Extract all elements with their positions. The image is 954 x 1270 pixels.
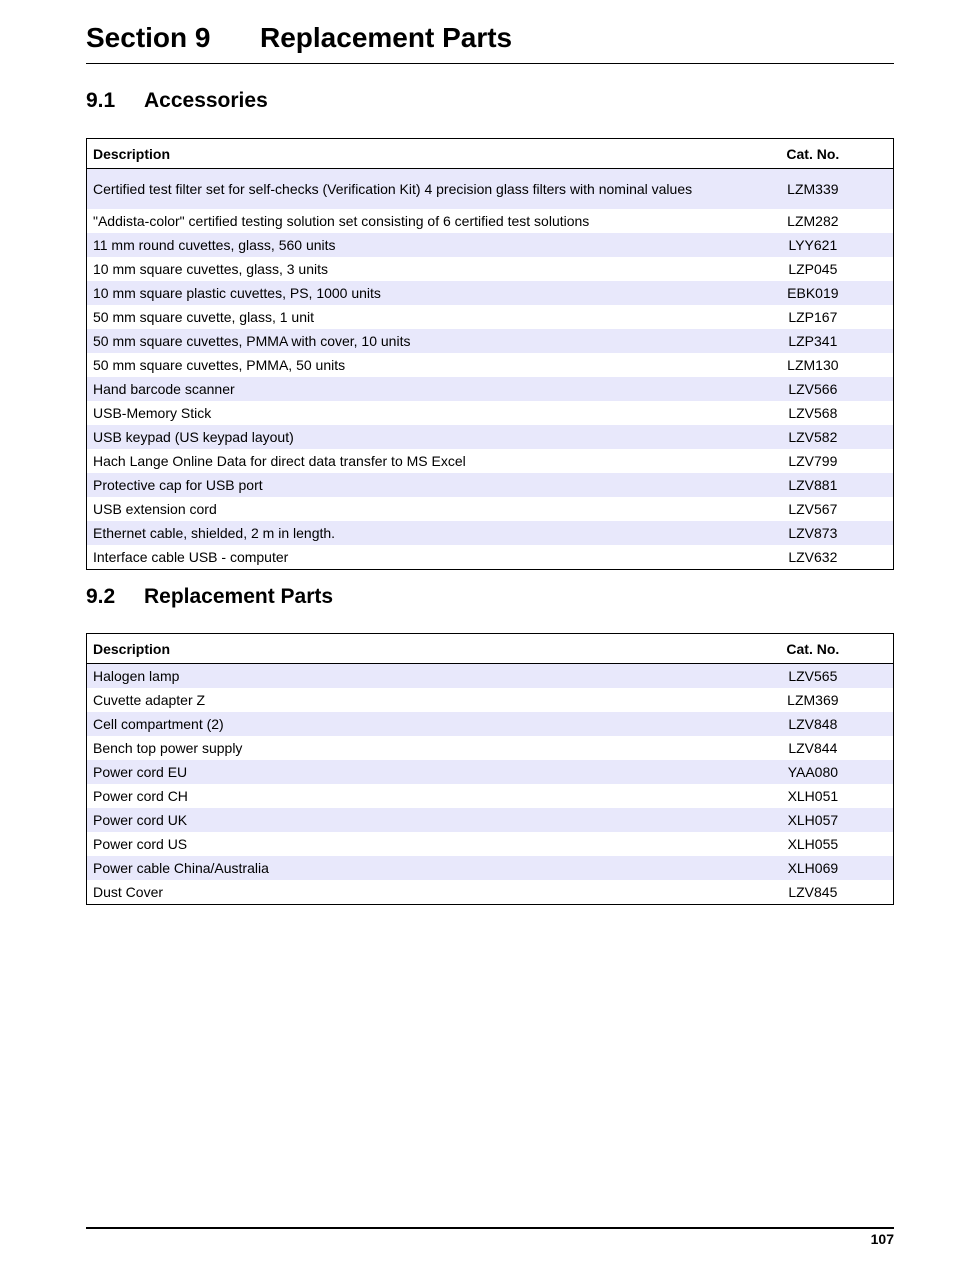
part-cat-no: LZV848 bbox=[761, 712, 894, 736]
part-cat-no: LZV568 bbox=[788, 404, 838, 421]
section-number: Section 9 bbox=[86, 22, 211, 53]
table-row bbox=[87, 736, 894, 760]
part-description: Power cord US bbox=[93, 835, 188, 852]
part-description: 10 mm square plastic cuvettes, PS, 1000 units bbox=[87, 281, 761, 305]
replacement-parts-table bbox=[86, 633, 894, 905]
part-description: 50 mm square cuvettes, PMMA with cover, 10 units bbox=[87, 329, 761, 353]
table-row bbox=[87, 664, 894, 689]
column-header-cat-no: Cat. No. bbox=[761, 634, 894, 664]
column-header-description: Description bbox=[87, 139, 761, 169]
table-row bbox=[87, 425, 894, 449]
part-cat-no: EBK019 bbox=[761, 281, 894, 305]
table-row bbox=[87, 880, 894, 905]
part-cat-no: LZM282 bbox=[787, 212, 839, 229]
accessories-table bbox=[86, 138, 894, 570]
table-row bbox=[87, 784, 894, 808]
table-row bbox=[87, 305, 894, 329]
table-row bbox=[87, 856, 894, 880]
accessories-number: 9.1 bbox=[86, 89, 116, 112]
part-description: "Addista-color" certified testing solution set consisting of 6 certified test solutions bbox=[93, 212, 590, 229]
part-cat-no: LZM369 bbox=[787, 691, 839, 708]
table-row bbox=[87, 712, 894, 736]
replacement-parts-title: Replacement Parts bbox=[144, 585, 334, 608]
part-cat-no: LZV566 bbox=[761, 377, 894, 401]
part-description: Interface cable USB - computer bbox=[93, 548, 289, 565]
table-row bbox=[87, 169, 894, 210]
page-number: 107 bbox=[870, 1231, 894, 1247]
table-row bbox=[87, 497, 894, 521]
table-row bbox=[87, 521, 894, 545]
table-row bbox=[87, 281, 894, 305]
table-row bbox=[87, 209, 894, 233]
part-description: Certified test filter set for self-checks (Verification Kit) 4 precision glass filters with nominal values bbox=[87, 169, 761, 210]
part-description: Halogen lamp bbox=[87, 664, 761, 689]
table-header-row bbox=[87, 139, 894, 169]
part-cat-no: LZV844 bbox=[788, 739, 838, 756]
part-cat-no: LZV565 bbox=[761, 664, 894, 689]
accessories-heading bbox=[86, 88, 268, 114]
column-header-cat-no: Cat. No. bbox=[761, 139, 894, 169]
part-description: Hach Lange Online Data for direct data transfer to MS Excel bbox=[93, 452, 466, 469]
part-cat-no: LZP167 bbox=[788, 308, 838, 325]
part-cat-no: LZP341 bbox=[761, 329, 894, 353]
table-row bbox=[87, 545, 894, 570]
part-description: Protective cap for USB port bbox=[87, 473, 761, 497]
part-description: Power cord UK bbox=[87, 808, 761, 832]
part-cat-no: YAA080 bbox=[761, 760, 894, 784]
part-description: 11 mm round cuvettes, glass, 560 units bbox=[87, 233, 761, 257]
footer-divider bbox=[86, 1227, 894, 1229]
part-description: 50 mm square cuvette, glass, 1 unit bbox=[93, 308, 314, 325]
part-description: 10 mm square cuvettes, glass, 3 units bbox=[93, 260, 328, 277]
part-description: Cell compartment (2) bbox=[87, 712, 761, 736]
section-heading: Replacement Parts bbox=[260, 22, 513, 53]
table-row bbox=[87, 473, 894, 497]
part-description: Hand barcode scanner bbox=[87, 377, 761, 401]
table-row bbox=[87, 353, 894, 377]
part-description: Power cord CH bbox=[93, 787, 188, 804]
table-header-row bbox=[87, 634, 894, 664]
part-cat-no: LZP045 bbox=[788, 260, 838, 277]
column-header-description: Description bbox=[87, 634, 761, 664]
table-row bbox=[87, 377, 894, 401]
part-description: Dust Cover bbox=[93, 883, 164, 900]
part-cat-no: XLH069 bbox=[761, 856, 894, 880]
part-cat-no: LYY621 bbox=[761, 233, 894, 257]
part-description: USB extension cord bbox=[93, 500, 217, 517]
replacement-parts-heading bbox=[86, 584, 333, 610]
part-cat-no: LZM130 bbox=[787, 356, 839, 373]
part-cat-no: LZV881 bbox=[761, 473, 894, 497]
accessories-title: Accessories bbox=[144, 89, 268, 112]
table-row bbox=[87, 760, 894, 784]
part-cat-no: LZV799 bbox=[788, 452, 838, 469]
part-cat-no: XLH055 bbox=[787, 835, 839, 852]
section-title bbox=[86, 20, 894, 64]
table-row bbox=[87, 688, 894, 712]
part-description: 50 mm square cuvettes, PMMA, 50 units bbox=[93, 356, 346, 373]
part-cat-no: LZV582 bbox=[761, 425, 894, 449]
part-description: Ethernet cable, shielded, 2 m in length. bbox=[87, 521, 761, 545]
part-description: Cuvette adapter Z bbox=[93, 691, 206, 708]
part-description: USB keypad (US keypad layout) bbox=[87, 425, 761, 449]
table-row bbox=[87, 808, 894, 832]
part-cat-no: LZV845 bbox=[788, 883, 838, 900]
part-description: Power cable China/Australia bbox=[87, 856, 761, 880]
table-row bbox=[87, 233, 894, 257]
part-cat-no: XLH057 bbox=[761, 808, 894, 832]
part-description: USB-Memory Stick bbox=[93, 404, 212, 421]
table-row bbox=[87, 329, 894, 353]
table-row bbox=[87, 257, 894, 281]
part-cat-no: LZV567 bbox=[788, 500, 838, 517]
part-cat-no: XLH051 bbox=[787, 787, 839, 804]
part-cat-no: LZV873 bbox=[761, 521, 894, 545]
table-row bbox=[87, 832, 894, 856]
part-description: Bench top power supply bbox=[93, 739, 243, 756]
replacement-parts-number: 9.2 bbox=[86, 585, 116, 608]
table-row bbox=[87, 401, 894, 425]
part-cat-no: LZV632 bbox=[788, 548, 838, 565]
part-cat-no: LZM339 bbox=[761, 169, 894, 210]
part-description: Power cord EU bbox=[87, 760, 761, 784]
table-row bbox=[87, 449, 894, 473]
